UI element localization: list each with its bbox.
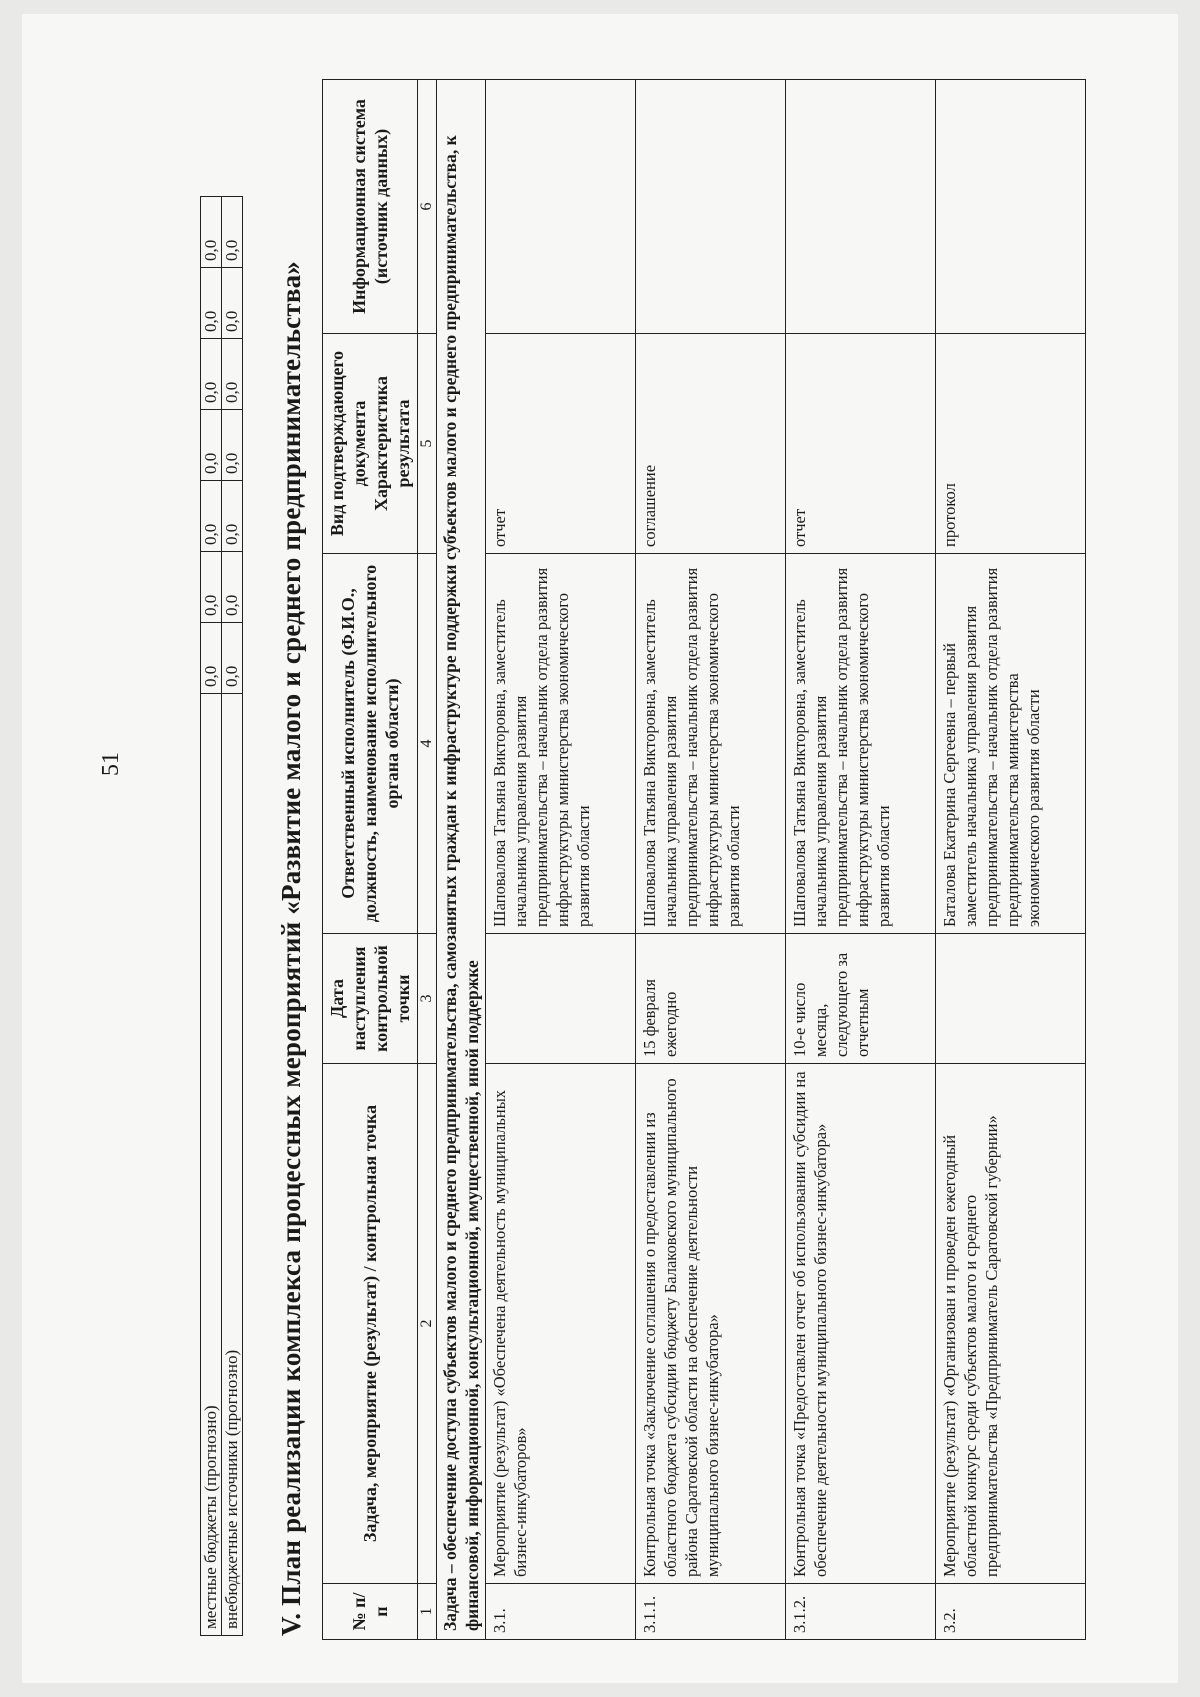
row-system [486,80,636,334]
budget-label: местные бюджеты (прогнозно) [201,694,222,1636]
table-row [201,197,222,1636]
budget-value: 0,0 [201,410,222,481]
budget-value: 0,0 [222,623,243,694]
header-row [323,80,418,1640]
column-number: 1 [418,1584,437,1640]
table-row [936,80,1086,1640]
row-document: отчет [786,334,936,554]
budget-value: 0,0 [222,197,243,268]
row-date [486,934,636,1064]
budget-value: 0,0 [222,268,243,339]
row-document: отчет [486,334,636,554]
budget-sources-table [200,196,243,1636]
budget-value: 0,0 [201,197,222,268]
section-title: V. План реализации комплекса процессных мероприятий «Развитие малого и среднего предпринимательства» [276,261,306,1636]
budget-value: 0,0 [222,481,243,552]
header-system: Информационная система (источник данных) [323,80,418,334]
budget-value: 0,0 [201,339,222,410]
task-row [437,80,486,1640]
rotated-landscape-content [22,36,1102,1676]
column-number: 5 [418,334,437,554]
budget-value: 0,0 [222,410,243,481]
row-document: протокол [936,334,1086,554]
row-number: 3.1. [486,1584,636,1640]
row-date: 15 февраля ежегодно [636,934,786,1064]
table-row [786,80,936,1640]
header-date: Дата наступления контрольной точки [323,934,418,1064]
row-document: соглашение [636,334,786,554]
row-responsible: Шаповалова Татьяна Викторовна, заместитель начальника управления развития предпринимательства – начальник отдела развития инфраструктуры министерства экономического развития области [636,554,786,934]
header-document: Вид подтверждающего документа Характеристика результата [323,334,418,554]
budget-value: 0,0 [222,339,243,410]
header-number: № п/п [323,1584,418,1640]
table-row [222,197,243,1636]
row-number: 3.1.1. [636,1584,786,1640]
table-row [636,80,786,1640]
budget-value: 0,0 [201,623,222,694]
row-date: 10-е число месяца, следующего за отчетным [786,934,936,1064]
column-number: 4 [418,554,437,934]
budget-value: 0,0 [201,552,222,623]
row-item: Мероприятие (результат) «Организован и проведен ежегодный областной конкурс среди субъектов малого и среднего предпринимательства «Предприниматель Саратовской губернии» [936,1064,1086,1584]
budget-label: внебюджетные источники (прогнозно) [222,694,243,1636]
column-number-row [418,80,437,1640]
row-responsible: Шаповалова Татьяна Викторовна, заместитель начальника управления развития предпринимательства – начальник отдела развития инфраструктуры министерства экономического развития области [486,554,636,934]
budget-value: 0,0 [222,552,243,623]
scanned-page [22,14,1178,1683]
row-responsible: Шаповалова Татьяна Викторовна, заместитель начальника управления развития предпринимательства – начальник отдела развития инфраструктуры министерства экономического развития области [786,554,936,934]
header-responsible: Ответственный исполнитель (Ф.И.О., должность, наименование исполнительного органа области) [323,554,418,934]
row-responsible: Баталова Екатерина Сергеевна – первый заместитель начальника управления развития предпринимательства – начальник отдела развития предпринимательства министерства экономического развития области [936,554,1086,934]
column-number: 2 [418,1064,437,1584]
header-item: Задача, мероприятие (результат) / контрольная точка [323,1064,418,1584]
budget-value: 0,0 [201,481,222,552]
budget-value: 0,0 [201,268,222,339]
row-date [936,934,1086,1064]
row-number: 3.2. [936,1584,1086,1640]
row-item: Контрольная точка «Предоставлен отчет об использовании субсидии на обеспечение деятельности муниципального бизнес-инкубатора» [786,1064,936,1584]
row-system [936,80,1086,334]
column-number: 3 [418,934,437,1064]
row-item: Мероприятие (результат) «Обеспечена деятельность муниципальных бизнес-инкубаторов» [486,1064,636,1584]
row-item: Контрольная точка «Заключение соглашения о предоставлении из областного бюджета субсидии бюджету Балаковского муниципального района Саратовской области на обеспечение деятельности муниципального бизнес-инкубатора» [636,1064,786,1584]
task-text: Задача – обеспечение доступа субъектов малого и среднего предпринимательства, самозанятых граждан к инфраструктуре поддержки субъектов малого и среднего предпринимательства, к финансовой, информационной, консультационной, имущественной, иной поддержке [437,80,486,1640]
row-number: 3.1.2. [786,1584,936,1640]
table-row [486,80,636,1640]
page-number: 51 [98,752,124,776]
column-number: 6 [418,80,437,334]
plan-table [322,79,1086,1640]
row-system [636,80,786,334]
row-system [786,80,936,334]
